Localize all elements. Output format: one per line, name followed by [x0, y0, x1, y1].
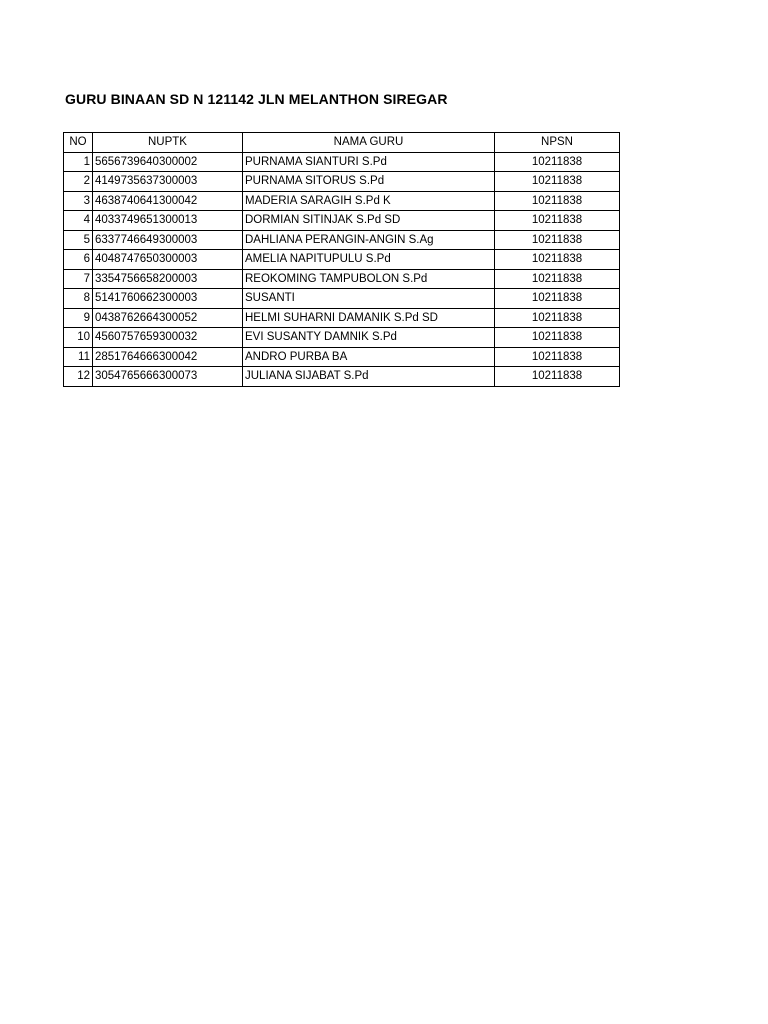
table-row — [64, 250, 620, 270]
cell-no: 1 — [64, 152, 93, 172]
cell-npsn: 10211838 — [495, 347, 620, 367]
cell-nuptk: 4033749651300013 — [93, 211, 243, 231]
table-row — [64, 347, 620, 367]
cell-no: 3 — [64, 191, 93, 211]
cell-nuptk: 3054765666300073 — [93, 367, 243, 387]
cell-nama-guru: DORMIAN SITINJAK S.Pd SD — [243, 211, 495, 231]
cell-nama-guru: EVI SUSANTY DAMNIK S.Pd — [243, 328, 495, 348]
table-row — [64, 367, 620, 387]
cell-npsn: 10211838 — [495, 152, 620, 172]
header-nama-guru: NAMA GURU — [243, 133, 495, 153]
table-row — [64, 191, 620, 211]
cell-nama-guru: AMELIA NAPITUPULU S.Pd — [243, 250, 495, 270]
table-header-row — [64, 133, 620, 153]
cell-npsn: 10211838 — [495, 172, 620, 192]
cell-no: 7 — [64, 269, 93, 289]
cell-npsn: 10211838 — [495, 230, 620, 250]
cell-nama-guru: REOKOMING TAMPUBOLON S.Pd — [243, 269, 495, 289]
cell-no: 9 — [64, 308, 93, 328]
table-row — [64, 308, 620, 328]
cell-npsn: 10211838 — [495, 289, 620, 309]
cell-no: 8 — [64, 289, 93, 309]
cell-nama-guru: HELMI SUHARNI DAMANIK S.Pd SD — [243, 308, 495, 328]
cell-nuptk: 2851764666300042 — [93, 347, 243, 367]
cell-nuptk: 4149735637300003 — [93, 172, 243, 192]
cell-nuptk: 4048747650300003 — [93, 250, 243, 270]
page-title: GURU BINAAN SD N 121142 JLN MELANTHON SIREGAR — [65, 91, 448, 107]
cell-npsn: 10211838 — [495, 328, 620, 348]
cell-nuptk: 0438762664300052 — [93, 308, 243, 328]
table-row — [64, 289, 620, 309]
cell-nama-guru: PURNAMA SITORUS S.Pd — [243, 172, 495, 192]
cell-no: 11 — [64, 347, 93, 367]
cell-nama-guru: ANDRO PURBA BA — [243, 347, 495, 367]
cell-npsn: 10211838 — [495, 269, 620, 289]
cell-nama-guru: JULIANA SIJABAT S.Pd — [243, 367, 495, 387]
table-row — [64, 211, 620, 231]
cell-nuptk: 4560757659300032 — [93, 328, 243, 348]
table-row — [64, 152, 620, 172]
cell-no: 5 — [64, 230, 93, 250]
header-npsn: NPSN — [495, 133, 620, 153]
cell-no: 2 — [64, 172, 93, 192]
cell-npsn: 10211838 — [495, 308, 620, 328]
cell-npsn: 10211838 — [495, 191, 620, 211]
cell-nuptk: 3354756658200003 — [93, 269, 243, 289]
cell-nama-guru: PURNAMA SIANTURI S.Pd — [243, 152, 495, 172]
teacher-table — [63, 132, 620, 387]
cell-no: 6 — [64, 250, 93, 270]
cell-no: 12 — [64, 367, 93, 387]
table-row — [64, 269, 620, 289]
header-nuptk: NUPTK — [93, 133, 243, 153]
cell-npsn: 10211838 — [495, 367, 620, 387]
table-row — [64, 172, 620, 192]
cell-no: 10 — [64, 328, 93, 348]
cell-nama-guru: SUSANTI — [243, 289, 495, 309]
header-no: NO — [64, 133, 93, 153]
cell-nuptk: 5141760662300003 — [93, 289, 243, 309]
cell-nuptk: 5656739640300002 — [93, 152, 243, 172]
cell-nama-guru: DAHLIANA PERANGIN-ANGIN S.Ag — [243, 230, 495, 250]
cell-nama-guru: MADERIA SARAGIH S.Pd K — [243, 191, 495, 211]
table-row — [64, 230, 620, 250]
cell-nuptk: 4638740641300042 — [93, 191, 243, 211]
table-row — [64, 328, 620, 348]
cell-no: 4 — [64, 211, 93, 231]
cell-npsn: 10211838 — [495, 211, 620, 231]
cell-nuptk: 6337746649300003 — [93, 230, 243, 250]
cell-npsn: 10211838 — [495, 250, 620, 270]
